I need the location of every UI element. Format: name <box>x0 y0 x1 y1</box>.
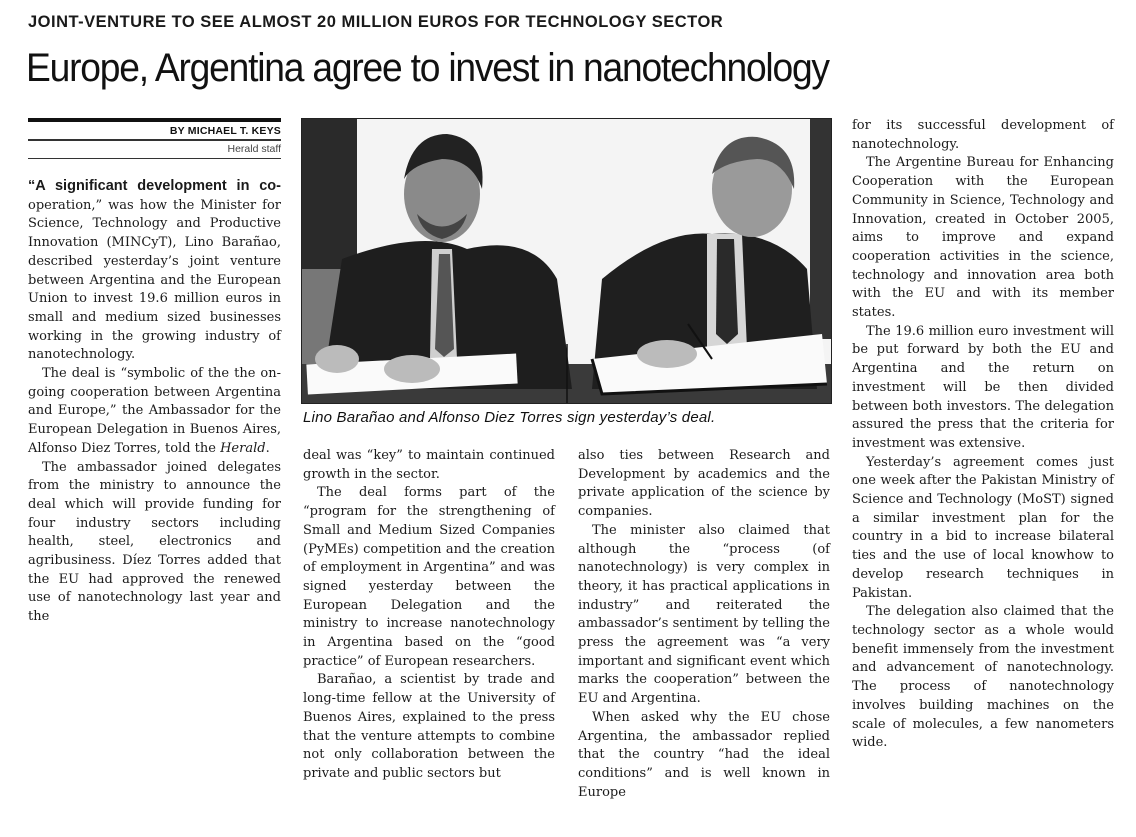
paragraph: The minister also claimed that although the “process (of nanotechnology) is very complex in theory, it has practical applications in industry” and reiterated the ambassador’s sentiment by telling the press the agreement was “a very important and significant event which marks the cooperation” between the EU and Argentina. <box>578 522 830 707</box>
article-column-1 <box>28 177 281 627</box>
article-column-4 <box>852 117 1114 753</box>
paragraph: The deal forms part of the “program for the strengthening of Small and Medium Sized Companies (PyMEs) competition and the creation of employment in Argentina” and was signed yesterday between the European Delegation and the ministry to increase nanotechnology in Argentina based on the “good practice” of European researchers. <box>303 485 555 669</box>
paragraph: The delegation also claimed that the technology sector as a whole would benefit immensely from the investment and advancement of nanotechnology. The process of nanotechnology involves building machines on the scale of molecules, a few nanometers wide. <box>852 604 1114 751</box>
kicker-headline: JOINT-VENTURE TO SEE ALMOST 20 MILLION EUROS FOR TECHNOLOGY SECTOR <box>28 13 724 31</box>
news-photo <box>301 118 832 404</box>
curtain-right <box>810 119 831 339</box>
byline: BY MICHAEL T. KEYS <box>169 125 281 137</box>
paragraph: When asked why the EU chose Argentina, the ambassador replied that the country “had the ideal conditions” and is well known in Europe <box>578 709 830 800</box>
paragraph: for its successful development of nanotechnology. <box>852 118 1114 152</box>
paragraph: The deal is “symbolic of the the on-going cooperation between Argentina and Europe,” the Ambassador for the European Delegation in Buenos Aires, Alfonso Diez Torres, told the Herald. <box>28 366 281 456</box>
byline-bottom-rule <box>28 158 281 160</box>
paragraph: also ties between Research and Development by academics and the private application of the science by companies. <box>578 448 830 520</box>
curtain-left <box>302 119 357 279</box>
paragraph: The Argentine Bureau for Enhancing Cooperation with the European Community in Science, Technology and Innovation, created in October 2005, aims to improve and expand cooperation activities in the science, technology and innovation area both with the EU and with its member states. <box>852 155 1114 321</box>
photo-illustration <box>302 119 831 403</box>
main-headline: Europe, Argentina agree to invest in nanotechnology <box>26 46 829 90</box>
article-column-3 <box>578 447 830 802</box>
byline-box <box>28 118 281 159</box>
paragraph: deal was “key” to maintain continued growth in the sector. <box>303 448 555 482</box>
article-column-2 <box>303 447 555 784</box>
paragraph: The 19.6 million euro investment will be put forward by both the EU and Argentina and the return on investment will be then divided between both investors. The delegation assured the press that the criteria for investment was extensive. <box>852 323 1114 451</box>
paragraph: Barañao, a scientist by trade and long-time fellow at the University of Buenos Aires, explained to the press that the venture attempts to combine not only collaboration between the private and public sectors but <box>303 672 555 781</box>
paragraph: Yesterday’s agreement comes just one week after the Pakistan Ministry of Science and Technology (MoST) signed a similar investment plan for the country in a bid to increase bilateral ties and the use of local knowhow to develop research techniques in Pakistan. <box>852 454 1114 601</box>
byline-role: Herald staff <box>227 142 281 155</box>
lead-quote: “A significant development in co- <box>28 178 281 194</box>
lead-paragraph: “A significant development in co- operation,” was how the Minister for Science, Technology and Productive Innovation (MINCyT), Lino Barañao, described yesterday’s joint venture between Argentina and the European Union to invest 19.6 million euros in small and medium sized businesses working in the growing industry of nanotechnology. <box>28 178 281 363</box>
paragraph: The ambassador joined delegates from the ministry to announce the deal which will provide funding for four industry sectors including health, steel, electronics and agribusiness. Díez Torres added that the EU had approved the renewed use of nanotechnology last year and the <box>28 459 281 625</box>
photo-caption: Lino Barañao and Alfonso Diez Torres sign yesterday’s deal. <box>303 409 716 426</box>
herald-italic: Herald <box>220 440 266 456</box>
